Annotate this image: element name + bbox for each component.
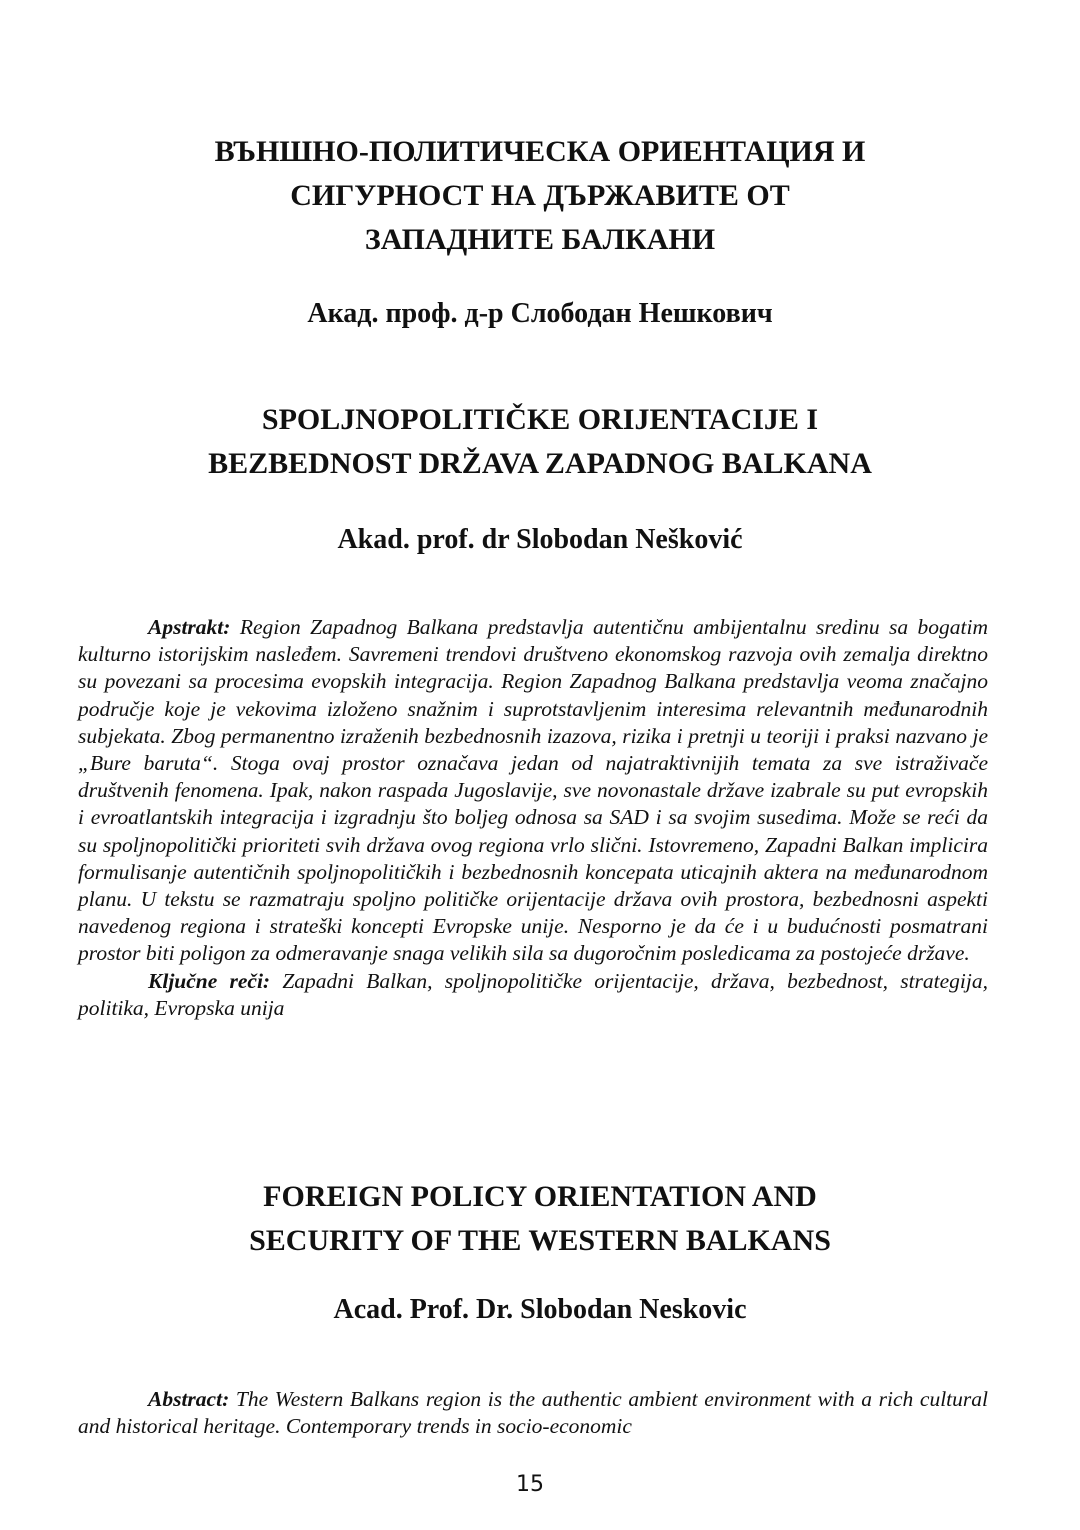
serbian-title [80, 398, 1000, 486]
bulgarian-author: Акад. проф. д-р Слободан Нешкович [307, 298, 773, 329]
english-author: Acad. Prof. Dr. Slobodan Neskovic [333, 1294, 747, 1325]
english-title [80, 1175, 1000, 1263]
serbian-title-line: SPOLJNOPOLITIČKE ORIJENTACIJE I [261, 403, 819, 436]
serbian-author: Akad. prof. dr Slobodan Nešković [337, 524, 743, 555]
serbian-keywords [78, 968, 988, 1022]
bulgarian-title-line: ВЪНШНО-ПОЛИТИЧЕСКА ОРИЕНТАЦИЯ И [214, 135, 866, 168]
serbian-abstract-label: Apstrakt: [148, 615, 231, 639]
bulgarian-title [80, 130, 1000, 262]
serbian-keywords-text: Zapadni Balkan, spoljnopolitičke orijentacije, država, bezbednost, strategija, politika, Evropska unija [78, 968, 988, 1020]
english-abstract-label: Abstract: [148, 1387, 230, 1411]
serbian-abstract-text: Region Zapadnog Balkana predstavlja autentičnu ambijentalnu sredinu sa bogatim kulturno istorijskim nasleđem. Savremeni trendovi društveno ekonomskog razvoja ovih zemalja direktno su povezani sa procesima evopskih integracija. Region Zapadnog Balkana predstavlja veoma značajno područje koje je vekovima izloženo snažnim i suprotstavljenim interesima relevantnih međunarodnih subjekata. Zbog permanentno izraženih bezbednosnih izazova, rizika i pretnji u teoriji i praksi nazvano je „Bure baruta“. Stoga ovaj prostor označava jedan od najatraktivnijih temata za sve istraživače društvenih fenomena. Ipak, nakon raspada Jugoslavije, sve novonastale države izabrale su put evropskih i evroatlantskih integracija i izgradnju što boljeg odnosa sa SAD i sa svojim susedima. Može se reći da su spoljnopolitički prioriteti svih država ovog regiona vrlo slični. Istovremeno, Zapadni Balkan implicira formulisanje autentičnih spoljnopolitičkih i bezbednosnih koncepata uticajnih aktera na međunarodnom planu. U tekstu se razmatraju spoljno političke orijentacije država ovih prostora, bezbednosni aspekti navedenog regiona i strateški koncepti Evropske unije. Nesporno je da će i u budućnosti posmatrani prostor biti poligon za odmeravanje snaga velikih sila sa dugoročnim posledicama za postojeće države. [78, 615, 988, 966]
bulgarian-title-line: СИГУРНОСТ НА ДЪРЖАВИТЕ ОТ [290, 179, 790, 212]
english-abstract-text: The Western Balkans region is the authentic ambient environment with a rich cultural and historical heritage. Contemporary trends in socio-economic [78, 1387, 989, 1439]
bulgarian-title-line: ЗАПАДНИТЕ БАЛКАНИ [364, 223, 716, 256]
english-abstract [78, 1386, 988, 1440]
serbian-abstract-paragraph [78, 614, 988, 968]
serbian-keywords-label: Ključne reči: [148, 968, 271, 993]
english-title-line: SECURITY OF THE WESTERN BALKANS [249, 1224, 831, 1257]
serbian-title-line: BEZBEDNOST DRŽAVA ZAPADNOG BALKANA [208, 447, 872, 480]
english-title-line: FOREIGN POLICY ORIENTATION AND [263, 1180, 817, 1213]
english-abstract-paragraph [78, 1386, 988, 1440]
serbian-abstract [78, 614, 988, 1022]
page-number: 15 [516, 1472, 544, 1497]
